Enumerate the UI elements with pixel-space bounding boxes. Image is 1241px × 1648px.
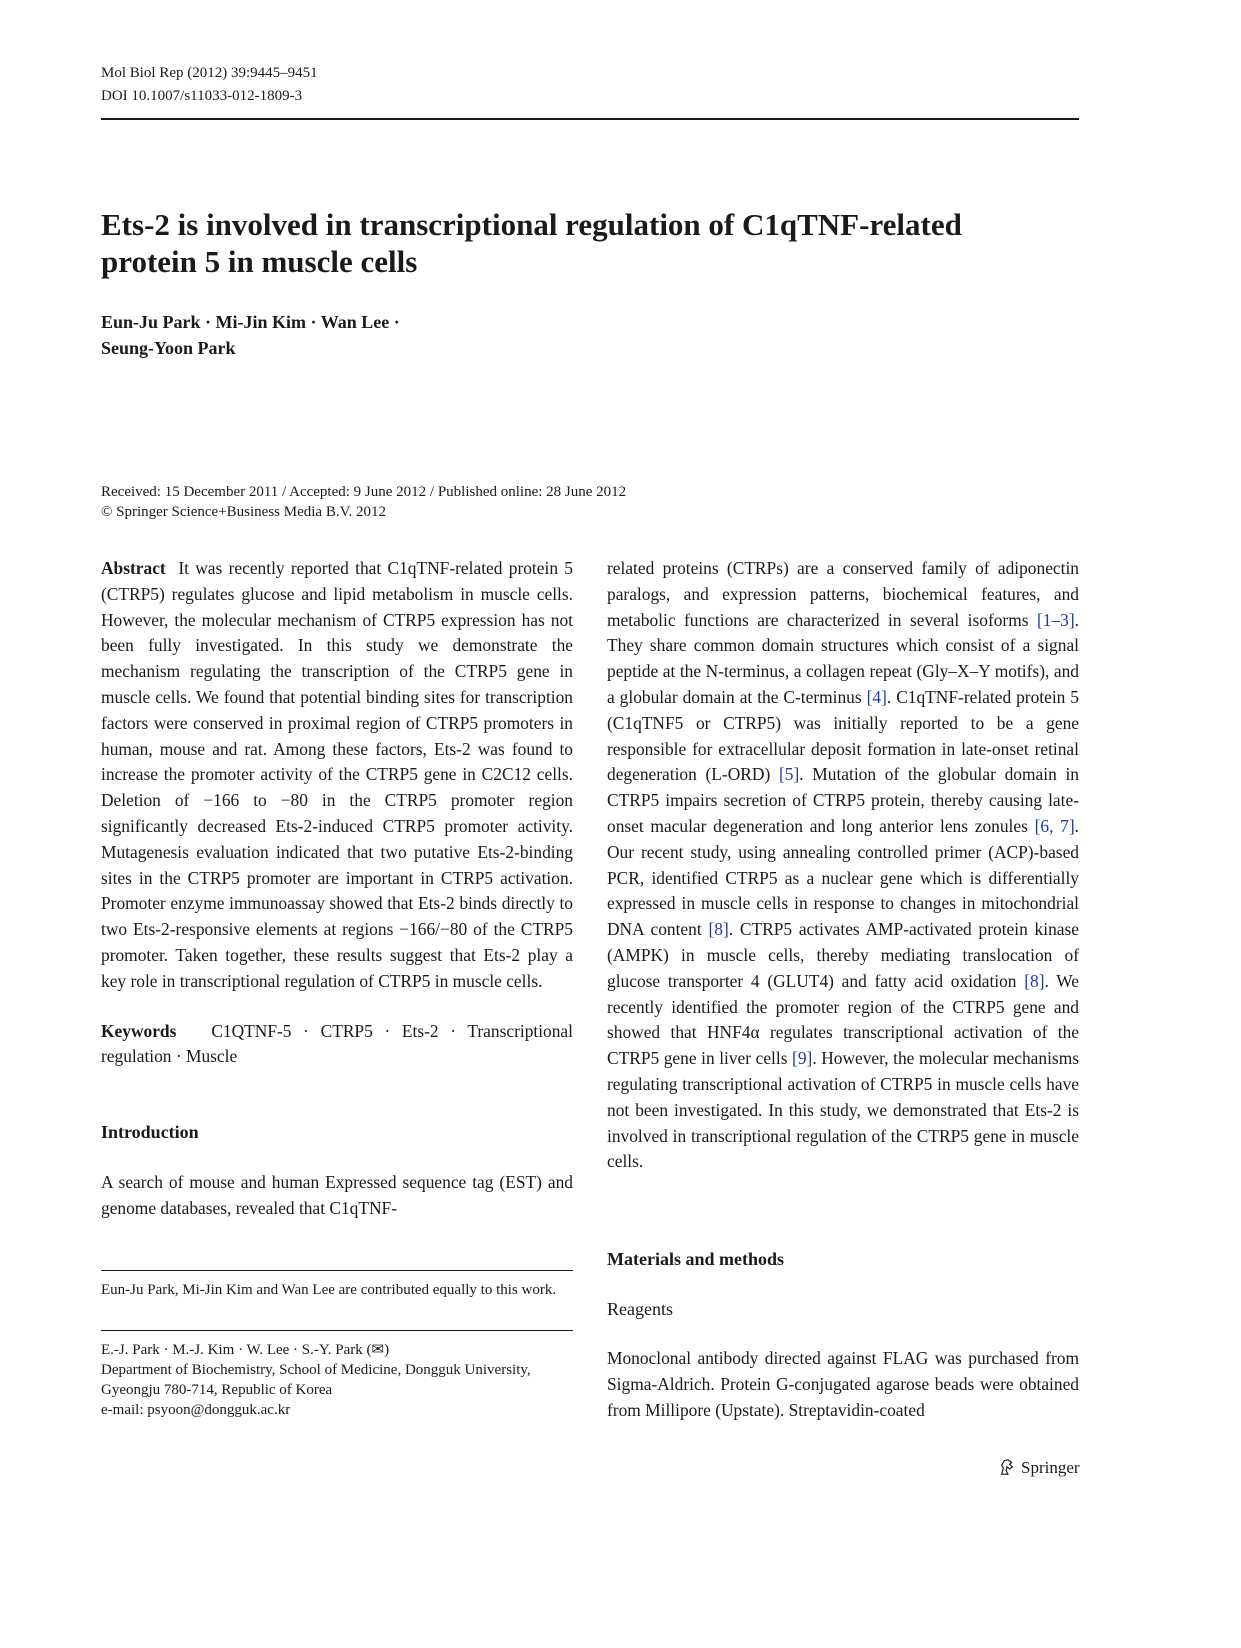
springer-horse-icon: [998, 1458, 1016, 1476]
reagents-subheading: Reagents: [607, 1299, 673, 1319]
affiliation-email: e-mail: psyoon@dongguk.ac.kr: [101, 1402, 291, 1418]
abstract-text: It was recently reported that C1qTNF-related protein 5 (CTRP5) regulates glucose and lipid metabolism in muscle cells. However, the molecular mechanism of CTRP5 expression has not been fully investigated. In this study we demonstrate the mechanism regulating the transcription of the CTRP5 gene in muscle cells. We found that potential binding sites for transcription factors were conserved in proximal region of CTRP5 promoters in human, mouse and rat. Among these factors, Ets-2 was found to increase the promoter activity of the CTRP5 gene in C2C12 cells. Deletion of −166 to −80 in the CTRP5 promoter region significantly decreased Ets-2-induced CTRP5 promoter activity. Mutagenesis evaluation indicated that two putative Ets-2-binding sites in the CTRP5 promoter are important in CTRP5 activation. Promoter enzyme immunoassay showed that Ets-2 binds directly to two Ets-2-responsive elements at regions −166/−80 of the CTRP5 promoter. Taken together, these results suggest that Ets-2 play a key role in transcriptional regulation of CTRP5 in muscle cells.: [101, 558, 574, 991]
keywords-label: Keywords: [101, 1020, 177, 1041]
journal-citation: Mol Biol Rep (2012) 39:9445–9451: [101, 65, 318, 81]
author-list: Eun-Ju Park · Mi-Jin Kim · Wan Lee · Seung-Yoon Park: [101, 312, 400, 358]
citation-link[interactable]: [6, 7]: [1034, 815, 1075, 836]
citation-link[interactable]: [8]: [708, 919, 729, 940]
springer-wordmark: Springer: [1021, 1458, 1080, 1477]
citation-link[interactable]: [1–3]: [1036, 609, 1075, 630]
reagents-text: Monoclonal antibody directed against FLAG was purchased from Sigma-Aldrich. Protein G-conjugated agarose beads were obtained from Millipore (Upstate). Streptavidin-coated: [607, 1348, 1079, 1420]
affiliation-rule: [101, 1330, 573, 1331]
introduction-heading: Introduction: [101, 1122, 199, 1143]
citation-link[interactable]: [9]: [792, 1048, 813, 1069]
left-column: [101, 556, 573, 1222]
right-column: [607, 556, 1079, 1175]
article-title: Ets-2 is involved in transcriptional regulation of C1qTNF-related protein 5 in muscle cells: [101, 207, 962, 279]
abstract: [101, 556, 573, 995]
introduction-right-text: related proteins (CTRPs) are a conserved family of adiponectin paralogs, and expression patterns, biochemical features, and metabolic functions are characterized in several isoforms [1–3]. They share common domain structures which consist of a signal peptide at the N-terminus, a collagen repeat (Gly–X–Y motifs), and a globular domain at the C-terminus [4]. C1qTNF-related protein 5 (C1qTNF5 or CTRP5) was initially reported to be a gene responsible for extracellular deposit formation in late-onset retinal degeneration (L-ORD) [5]. Mutation of the globular domain in CTRP5 impairs secretion of CTRP5 protein, thereby causing late-onset macular degeneration and long anterior lens zonules [6, 7]. Our recent study, using annealing controlled primer (ACP)-based PCR, identified CTRP5 as a nuclear gene which is differentially expressed in muscle cells in response to changes in mitochondrial DNA content [8]. CTRP5 activates AMP-activated protein kinase (AMPK) in muscle cells, thereby mediating translocation of glucose transporter 4 (GLUT4) and fatty acid oxidation [8]. We recently identified the promoter region of the CTRP5 gene and showed that HNF4α regulates transcriptional activation of the CTRP5 gene in liver cells [9]. However, the molecular mechanisms regulating transcriptional activation of CTRP5 in muscle cells have not been investigated. In this study, we demonstrated that Ets-2 is involved in transcriptional regulation of the CTRP5 gene in muscle cells.: [607, 558, 1079, 1172]
affiliation-department: Department of Biochemistry, School of Medicine, Dongguk University, Gyeongju 780-714, Republic of Korea: [101, 1362, 531, 1398]
introduction-left-text: A search of mouse and human Expressed sequence tag (EST) and genome databases, revealed that C1qTNF-: [101, 1171, 573, 1218]
abstract-label: Abstract: [101, 558, 166, 578]
copyright: © Springer Science+Business Media B.V. 2012: [101, 504, 386, 520]
methods-heading: Materials and methods: [607, 1249, 784, 1269]
springer-logo: [998, 1458, 1080, 1478]
received-dates: Received: 15 December 2011 / Accepted: 9 June 2012 / Published online: 28 June 2012: [101, 484, 627, 500]
doi: DOI 10.1007/s11033-012-1809-3: [101, 88, 303, 104]
keywords: [101, 1019, 573, 1071]
citation-link[interactable]: [8]: [1024, 970, 1045, 991]
affiliation-authors: E.-J. Park · M.-J. Kim · W. Lee · S.-Y. Park (✉): [101, 1342, 390, 1358]
keywords-text: C1QTNF-5 · CTRP5 · Ets-2 · Transcriptional regulation · Muscle: [101, 1020, 573, 1067]
affiliation-block: [101, 1340, 573, 1420]
citation-link[interactable]: [4]: [866, 686, 887, 707]
equal-contribution-note: Eun-Ju Park, Mi-Jin Kim and Wan Lee are contributed equally to this work.: [101, 1282, 557, 1298]
citation-link[interactable]: [5]: [778, 764, 800, 785]
header-rule: [101, 118, 1079, 120]
footnote-rule: [101, 1270, 573, 1271]
